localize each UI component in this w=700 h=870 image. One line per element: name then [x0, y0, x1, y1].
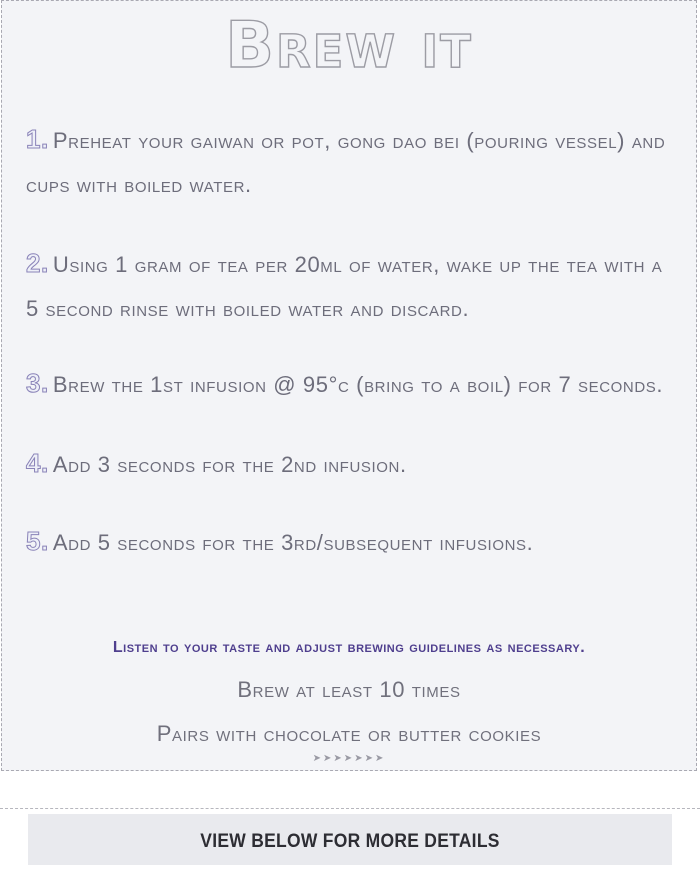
taste-note: Listen to your taste and adjust brewing guidelines as necessary. — [112, 639, 586, 656]
step-text: Using 1 gram of tea per 20ml of water, wake up the tea with a 5 second rinse with boiled water and discard. — [26, 252, 663, 321]
step-text: Add 3 seconds for the 2nd infusion. — [52, 452, 407, 477]
step-1 — [26, 117, 672, 207]
card-title: Brew it — [225, 9, 473, 83]
step-2 — [26, 241, 672, 331]
step-text: Add 5 seconds for the 3rd/subsequent infusions. — [52, 530, 534, 555]
step-text: Preheat your gaiwan or pot, gong dao bei (pouring vessel) and cups with boiled water. — [26, 128, 666, 197]
step-number: 3. — [26, 368, 49, 398]
step-number: 4. — [26, 448, 49, 478]
step-text: Brew the 1st infusion @ 95°c (bring to a boil) for 7 seconds. — [52, 372, 664, 397]
brew-card — [1, 0, 697, 771]
step-3 — [26, 361, 672, 407]
step-5 — [26, 519, 672, 565]
arrows-decoration: ➤➤➤➤➤➤➤ — [312, 753, 386, 764]
step-number: 1. — [26, 124, 49, 154]
step-4 — [26, 441, 672, 487]
brew-count-text: Brew at least 10 times — [237, 677, 461, 702]
step-number: 2. — [26, 248, 49, 278]
footer-divider — [0, 808, 700, 809]
step-number: 5. — [26, 526, 49, 556]
pairing-text: Pairs with chocolate or butter cookies — [156, 721, 542, 746]
view-more-details-button[interactable]: VIEW BELOW FOR MORE DETAILS — [28, 814, 672, 865]
